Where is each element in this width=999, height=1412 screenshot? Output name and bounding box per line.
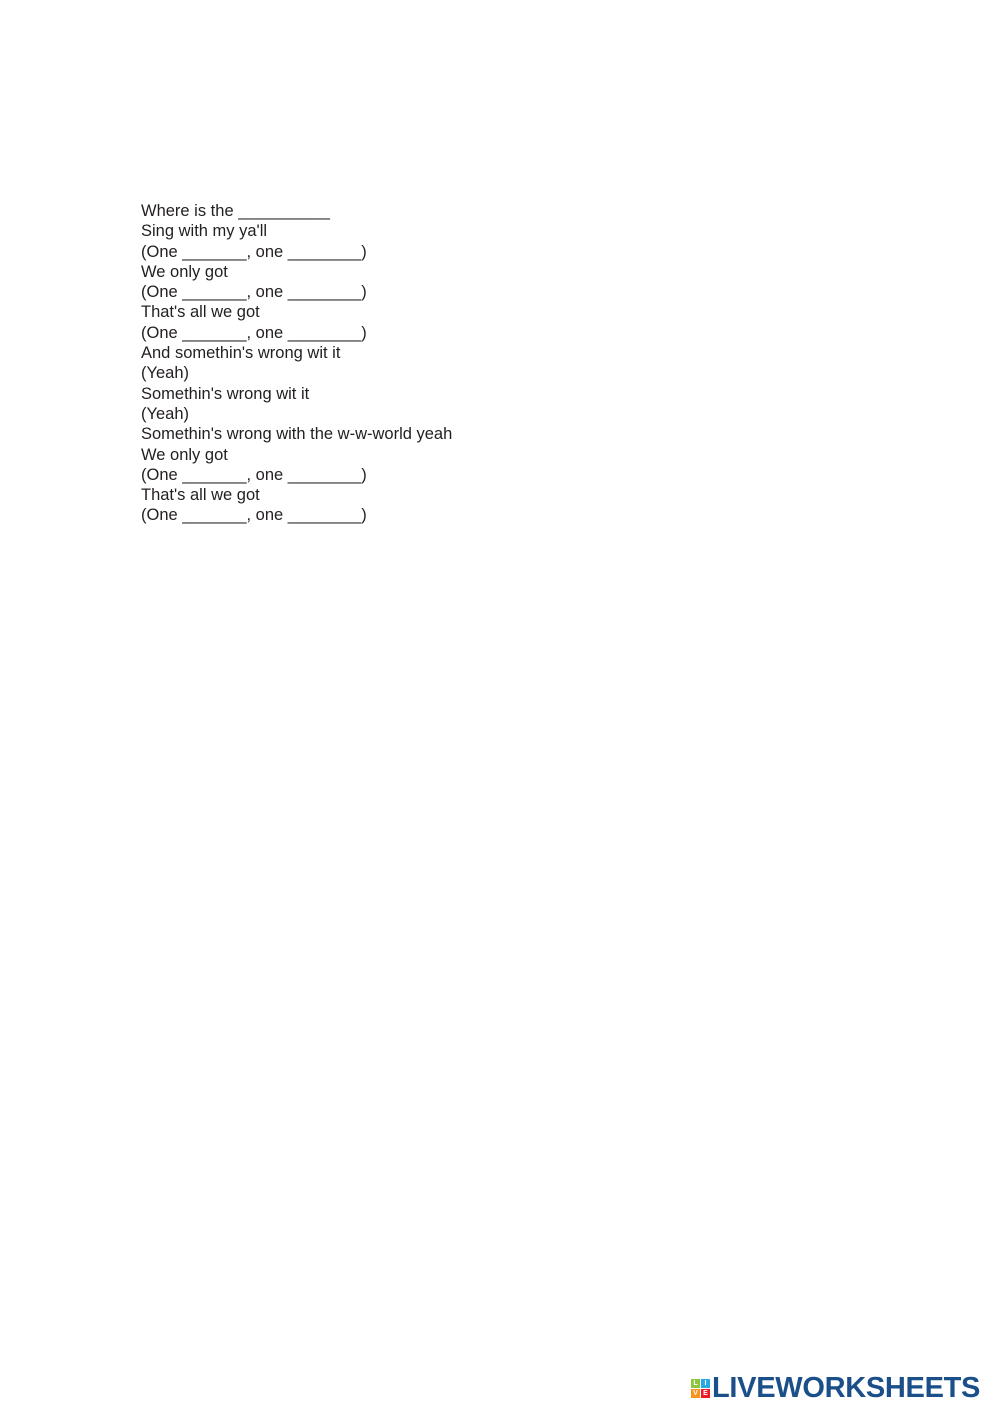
lyric-line: And somethin's wrong wit it bbox=[141, 344, 341, 363]
logo-wordmark: LIVEWORKSHEETS bbox=[712, 1372, 981, 1404]
lyric-line: We only got bbox=[141, 262, 228, 281]
lyric-line: (Yeah) bbox=[141, 364, 190, 383]
lyric-line: (One _______, one ________) bbox=[141, 283, 367, 302]
lyric-line: Somethin's wrong with the w-w-world yeah bbox=[141, 425, 453, 444]
lyric-line: (One _______, one ________) bbox=[141, 323, 367, 342]
logo-tile: L bbox=[691, 1379, 700, 1388]
liveworksheets-logo bbox=[691, 1373, 980, 1403]
lyrics-text bbox=[141, 201, 452, 526]
lyric-line: (Yeah) bbox=[141, 404, 190, 423]
lyric-line: (One _______, one ________) bbox=[141, 465, 367, 484]
logo-tile: E bbox=[701, 1389, 710, 1398]
lyric-line: (One _______, one ________) bbox=[141, 506, 367, 525]
logo-tiles-icon bbox=[691, 1379, 710, 1398]
lyric-line: That's all we got bbox=[141, 303, 260, 322]
lyric-line: That's all we got bbox=[141, 486, 260, 505]
lyric-line: Somethin's wrong wit it bbox=[141, 384, 310, 403]
lyric-line: Where is the __________ bbox=[141, 202, 330, 220]
logo-tile: V bbox=[691, 1389, 700, 1398]
lyric-line: We only got bbox=[141, 445, 228, 464]
lyric-line: Sing with my ya'll bbox=[141, 222, 268, 241]
logo-tile: I bbox=[701, 1379, 710, 1388]
lyric-line: (One _______, one ________) bbox=[141, 242, 367, 261]
